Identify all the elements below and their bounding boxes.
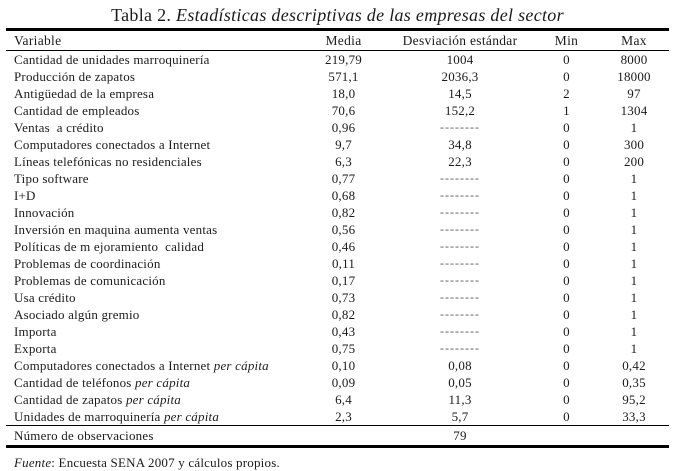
min-value: 0 <box>563 188 570 203</box>
variable-name: Inversión en maquina aumenta ventas <box>14 222 218 237</box>
variable-name: I+D <box>14 188 36 203</box>
observations-value: 79 <box>386 426 534 447</box>
variable-name: Computadores conectados a Internet <box>14 137 211 152</box>
table-row <box>6 340 669 357</box>
std-dev-value: -------- <box>440 273 480 287</box>
variable-name: Innovación <box>14 205 75 220</box>
table-row <box>6 306 669 323</box>
variable-name: Importa <box>14 324 57 339</box>
min-value: 0 <box>563 375 570 390</box>
min-value: 1 <box>563 103 570 118</box>
max-value: 1 <box>630 171 638 186</box>
max-value: 1 <box>630 341 638 356</box>
statistics-table <box>6 28 669 448</box>
table-row <box>6 408 669 426</box>
source-note <box>14 455 675 471</box>
std-dev-value: -------- <box>440 120 480 134</box>
min-value: 0 <box>563 409 570 424</box>
variable-name: Exporta <box>14 341 57 356</box>
std-dev-value: -------- <box>440 205 480 219</box>
variable-name: Problemas de coordinación <box>14 256 161 271</box>
min-value: 0 <box>563 69 570 84</box>
max-value: 95,2 <box>622 392 646 407</box>
max-value: 1 <box>630 307 638 322</box>
per-capita-label: per cápita <box>125 392 182 407</box>
media-value: 0,43 <box>331 324 356 339</box>
media-value: 6,3 <box>335 154 352 169</box>
table-row <box>6 289 669 306</box>
min-value: 0 <box>563 52 570 67</box>
empty-cell <box>599 426 669 447</box>
media-value: 0,10 <box>331 358 356 373</box>
empty-cell <box>534 426 599 447</box>
table-title-text: Estadísticas descriptivas de las empresas del sector <box>171 5 564 25</box>
max-value: 1 <box>630 256 638 271</box>
max-value: 200 <box>623 154 645 169</box>
table-row <box>6 357 669 374</box>
table-row <box>6 68 669 85</box>
std-dev-value: -------- <box>440 307 480 321</box>
max-value: 33,3 <box>622 409 646 424</box>
table-row <box>6 85 669 102</box>
variable-name: Políticas de m ejoramiento calidad <box>14 239 205 254</box>
observations-row <box>6 426 669 447</box>
min-value: 0 <box>563 341 570 356</box>
table-title-number: Tabla 2. <box>111 5 172 25</box>
max-value: 300 <box>623 137 645 152</box>
std-dev-value: 1004 <box>446 52 474 67</box>
table-row <box>6 204 669 221</box>
table-row <box>6 238 669 255</box>
source-note-text: : Encuesta SENA 2007 y cálculos propios. <box>51 455 280 470</box>
media-value: 0,96 <box>331 120 356 135</box>
table-body <box>6 51 669 426</box>
std-dev-value: -------- <box>440 239 480 253</box>
std-dev-value: -------- <box>440 256 480 270</box>
media-value: 0,11 <box>331 256 356 271</box>
table-row <box>6 221 669 238</box>
max-value: 1304 <box>620 103 648 118</box>
max-value: 1 <box>630 205 638 220</box>
table-row <box>6 272 669 289</box>
source-note-label: Fuente <box>14 455 52 470</box>
table-row <box>6 255 669 272</box>
per-capita-label: per cápita <box>213 358 269 373</box>
std-dev-value: 0,05 <box>448 375 472 390</box>
min-value: 0 <box>563 222 570 237</box>
std-dev-value: 152,2 <box>444 103 476 118</box>
table-row <box>6 136 669 153</box>
max-value: 1 <box>630 273 638 288</box>
variable-name: Cantidad de empleados <box>14 103 140 118</box>
min-value: 0 <box>563 307 570 322</box>
media-value: 0,82 <box>331 307 356 322</box>
std-dev-value: 5,7 <box>451 409 469 424</box>
table-row <box>6 170 669 187</box>
column-header: Desviación estándar <box>386 30 534 51</box>
min-value: 0 <box>563 392 570 407</box>
table-row <box>6 187 669 204</box>
min-value: 0 <box>563 290 570 305</box>
max-value: 1 <box>630 120 638 135</box>
media-value: 70,6 <box>331 103 356 118</box>
media-value: 18,0 <box>331 86 356 101</box>
media-value: 219,79 <box>325 52 362 67</box>
min-value: 0 <box>563 256 570 271</box>
min-value: 0 <box>563 171 570 186</box>
media-value: 0,09 <box>331 375 356 390</box>
variable-name: Problemas de comunicación <box>14 273 166 288</box>
observations-label: Número de observaciones <box>6 426 301 447</box>
variable-name: Antigüedad de la empresa <box>14 86 155 101</box>
empty-cell <box>301 426 386 447</box>
table-row <box>6 391 669 408</box>
variable-name: Cantidad de unidades marroquinería <box>14 52 210 67</box>
media-value: 0,75 <box>331 341 356 356</box>
max-value: 18000 <box>617 69 651 84</box>
variable-name: Líneas telefónicas no residenciales <box>14 154 202 169</box>
media-value: 2,3 <box>335 409 352 424</box>
max-value: 1 <box>630 188 638 203</box>
variable-name: Unidades de marroquinería per cápita <box>14 409 220 424</box>
min-value: 0 <box>563 239 570 254</box>
min-value: 0 <box>563 120 570 135</box>
table-row <box>6 374 669 391</box>
table-row <box>6 119 669 136</box>
variable-name: Ventas a crédito <box>14 120 104 135</box>
max-value: 0,35 <box>622 375 646 390</box>
min-value: 0 <box>563 205 570 220</box>
per-capita-label: per cápita <box>163 409 220 424</box>
variable-name: Cantidad de teléfonos per cápita <box>14 375 191 390</box>
max-value: 1 <box>630 290 638 305</box>
min-value: 0 <box>563 358 570 373</box>
std-dev-value: -------- <box>440 324 480 338</box>
media-value: 0,46 <box>331 239 356 254</box>
min-value: 0 <box>563 273 570 288</box>
min-value: 0 <box>563 154 570 169</box>
std-dev-value: 34,8 <box>448 137 472 152</box>
table-footer <box>6 426 669 447</box>
header-row <box>6 30 669 51</box>
column-header: Min <box>534 30 599 51</box>
min-value: 0 <box>563 137 570 152</box>
min-value: 2 <box>563 86 570 101</box>
media-value: 571,1 <box>328 69 359 84</box>
max-value: 1 <box>630 222 638 237</box>
variable-name: Computadores conectados a Internet per cápita <box>14 358 269 373</box>
media-value: 0,73 <box>331 290 356 305</box>
variable-name: Producción de zapatos <box>14 69 136 84</box>
variable-name: Usa crédito <box>14 290 76 305</box>
max-value: 0,42 <box>622 358 646 373</box>
std-dev-value: -------- <box>440 171 480 185</box>
media-value: 0,56 <box>331 222 356 237</box>
media-value: 9,7 <box>335 137 352 152</box>
variable-name: Tipo software <box>14 171 89 186</box>
std-dev-value: 0,08 <box>448 358 472 373</box>
column-header: Variable <box>6 30 301 51</box>
table-title <box>0 4 675 27</box>
column-header: Max <box>599 30 669 51</box>
variable-name: Asociado algún gremio <box>14 307 140 322</box>
table-row <box>6 51 669 69</box>
std-dev-value: 11,3 <box>448 392 472 407</box>
media-value: 0,17 <box>331 273 356 288</box>
std-dev-value: 2036,3 <box>441 69 479 84</box>
media-value: 0,77 <box>331 171 356 186</box>
std-dev-value: -------- <box>440 341 480 355</box>
media-value: 0,82 <box>331 205 356 220</box>
std-dev-value: -------- <box>440 222 480 236</box>
std-dev-value: -------- <box>440 290 480 304</box>
std-dev-value: -------- <box>440 188 480 202</box>
media-value: 6,4 <box>335 392 352 407</box>
table-row <box>6 102 669 119</box>
max-value: 1 <box>630 324 638 339</box>
max-value: 8000 <box>620 52 648 67</box>
column-header: Media <box>301 30 386 51</box>
std-dev-value: 22,3 <box>448 154 472 169</box>
table-row <box>6 153 669 170</box>
table-header <box>6 30 669 51</box>
media-value: 0,68 <box>331 188 356 203</box>
max-value: 97 <box>627 86 641 101</box>
max-value: 1 <box>630 239 638 254</box>
per-capita-label: per cápita <box>135 375 191 390</box>
std-dev-value: 14,5 <box>448 86 472 101</box>
min-value: 0 <box>563 324 570 339</box>
table-row <box>6 323 669 340</box>
variable-name: Cantidad de zapatos per cápita <box>14 392 182 407</box>
